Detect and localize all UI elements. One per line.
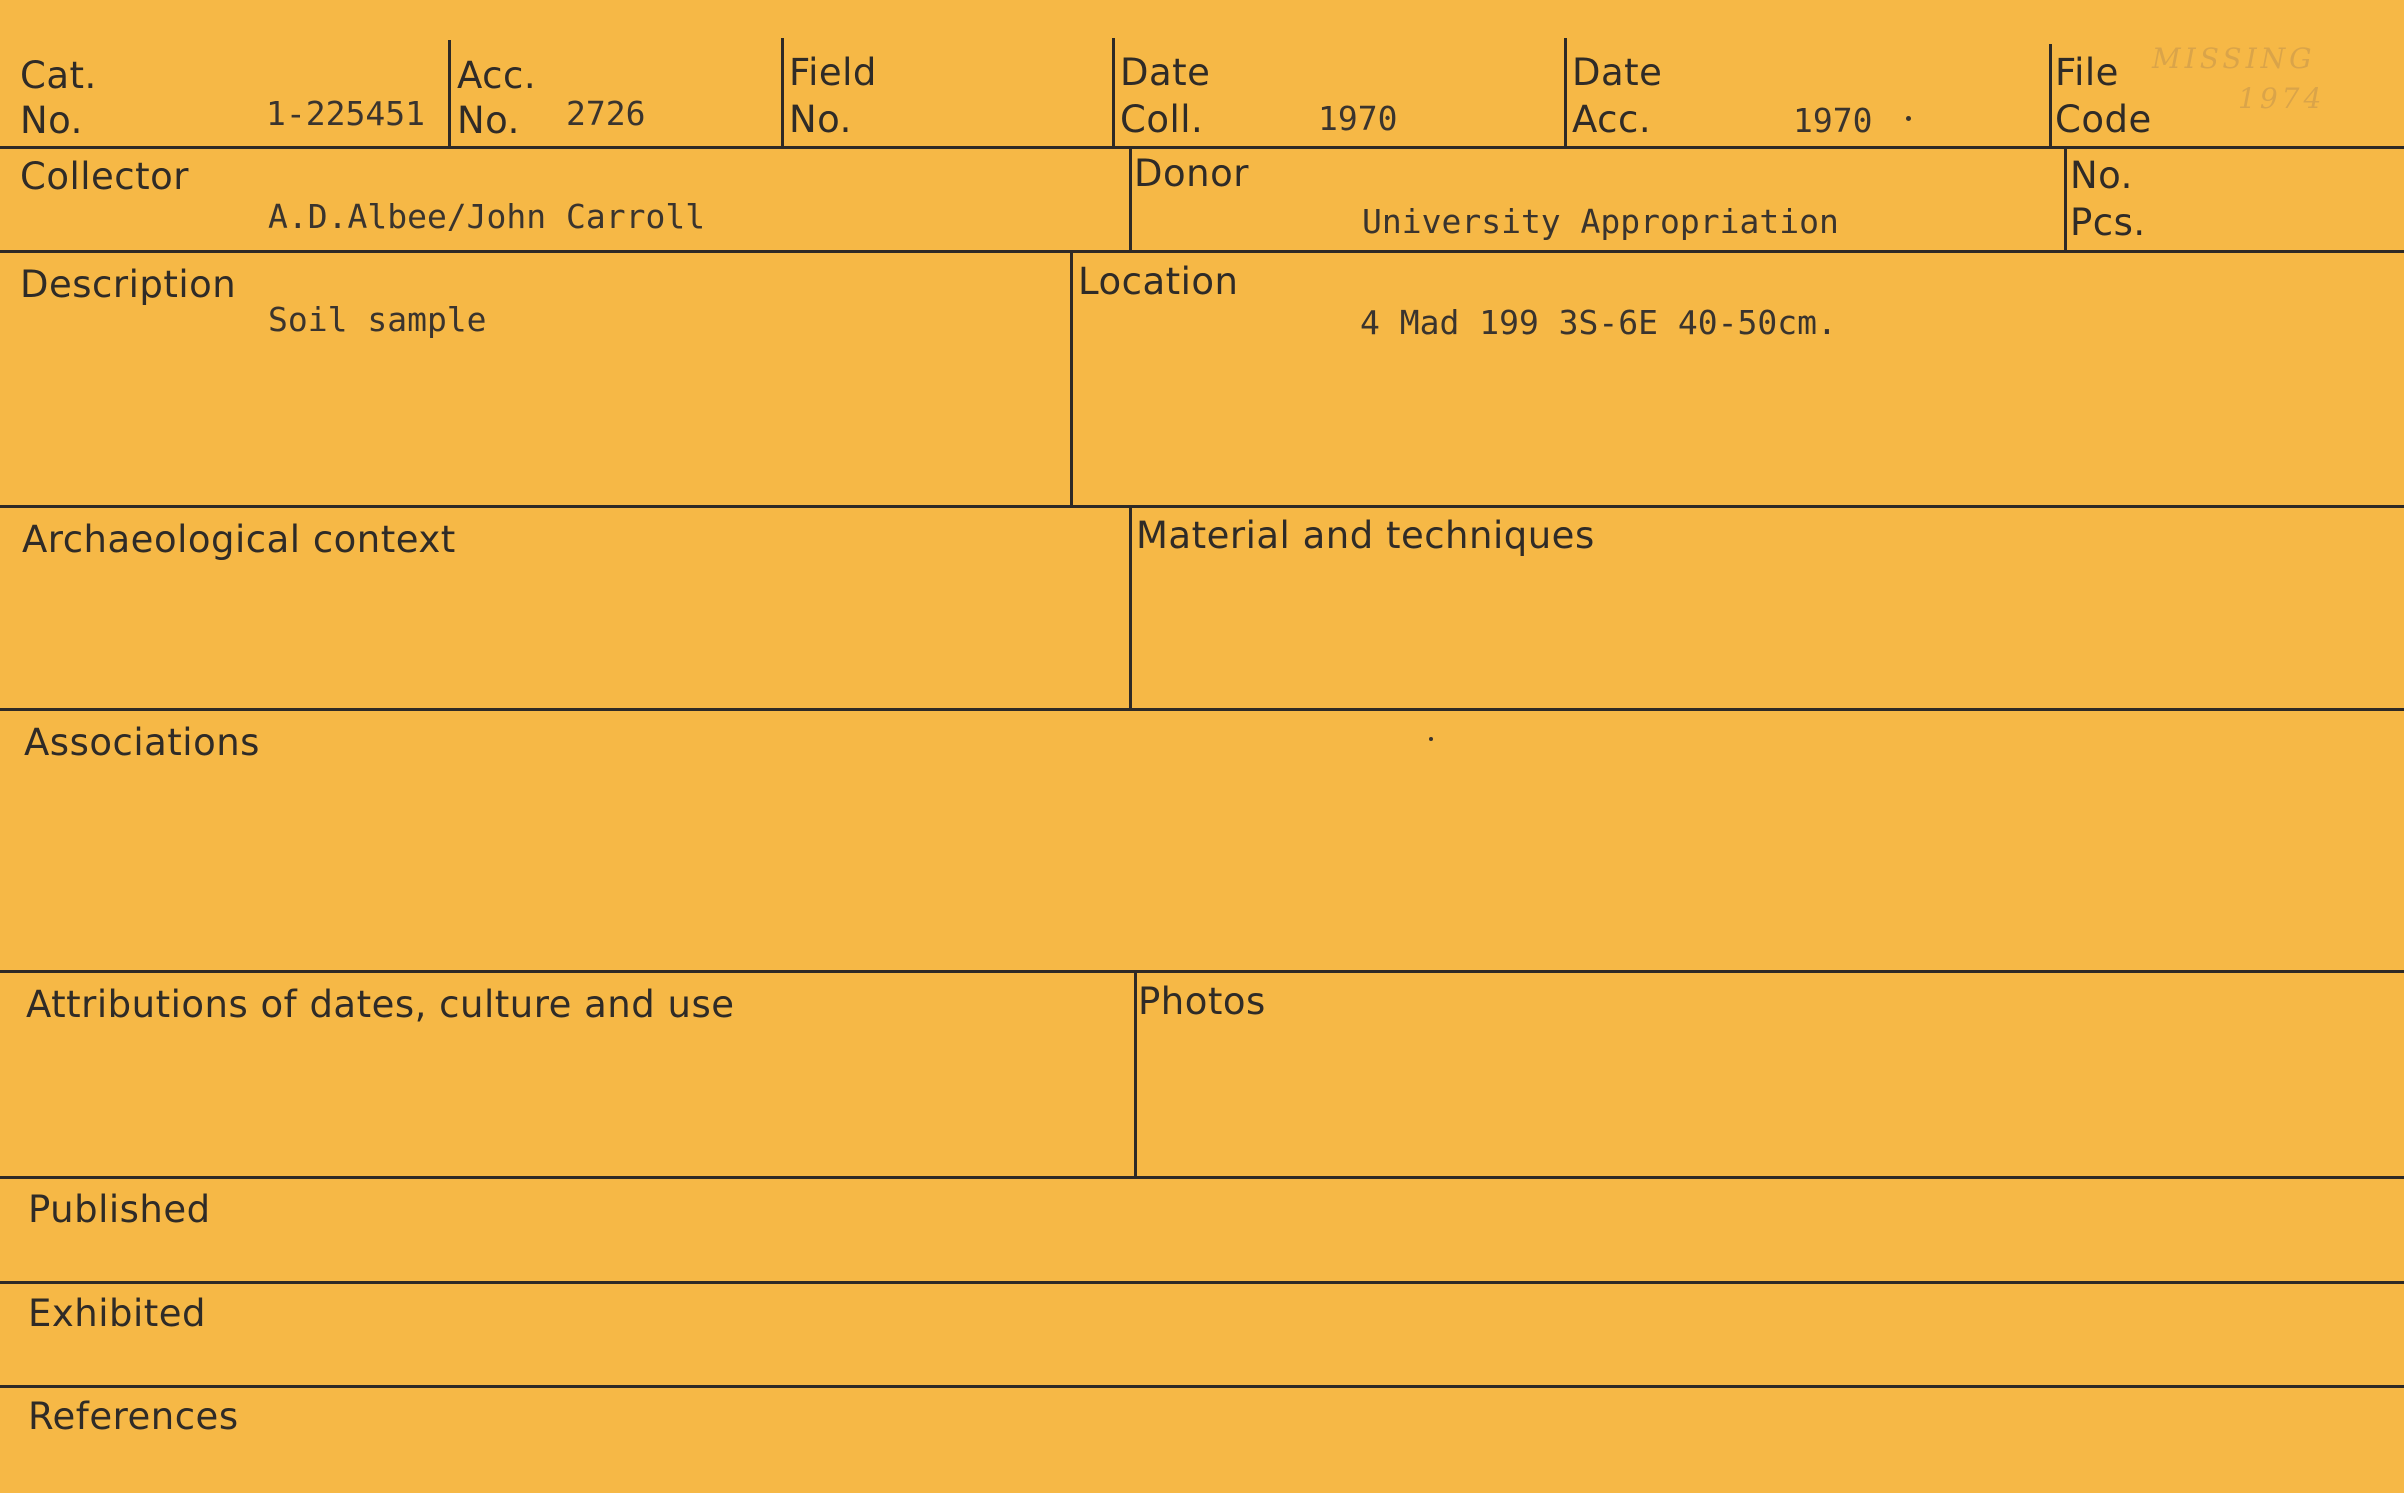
photos-label: Photos <box>1138 980 1266 1023</box>
file-code-label-line2: Code <box>2055 98 2152 141</box>
location-label: Location <box>1078 260 1239 303</box>
cat-no-value: 1-225451 <box>266 94 425 133</box>
rule-description-row <box>0 505 2404 508</box>
exhibited-label: Exhibited <box>28 1292 207 1335</box>
cat-no-label-line2: No. <box>20 99 83 142</box>
description-value: Soil sample <box>268 300 487 339</box>
divider-collector-donor <box>1129 146 1132 252</box>
acc-no-value: 2726 <box>566 94 646 133</box>
description-label: Description <box>20 263 237 306</box>
date-coll-value: 1970 <box>1318 99 1398 138</box>
file-code-annotation-line1: MISSING <box>2152 42 2316 75</box>
associations-label: Associations <box>24 721 260 764</box>
location-value: 4 Mad 199 3S-6E 40-50cm. <box>1360 303 1837 342</box>
material-techniques-label: Material and techniques <box>1136 514 1595 557</box>
field-no-label-line1: Field <box>789 51 877 94</box>
divider-cat-acc <box>448 40 451 148</box>
divider-context-material <box>1129 505 1132 710</box>
cat-no-label-line1: Cat. <box>20 54 97 97</box>
divider-attributions-photos <box>1134 970 1137 1178</box>
date-coll-label-line2: Coll. <box>1120 98 1204 141</box>
stray-mark-associations <box>1429 737 1433 741</box>
rule-published-row <box>0 1281 2404 1284</box>
divider-description-location <box>1070 250 1073 507</box>
date-acc-value: 1970 <box>1793 101 1873 140</box>
rule-associations-row <box>0 970 2404 973</box>
file-code-label-line1: File <box>2055 51 2119 94</box>
divider-datecoll-dateacc <box>1564 38 1567 148</box>
rule-exhibited-row <box>0 1385 2404 1388</box>
references-label: References <box>28 1395 239 1438</box>
donor-value: University Appropriation <box>1362 202 1839 241</box>
acc-no-label-line2: No. <box>457 99 520 142</box>
date-acc-label-line1: Date <box>1572 51 1663 94</box>
rule-top-row <box>0 146 2404 149</box>
divider-field-datecoll <box>1112 38 1115 148</box>
divider-dateacc-filecode <box>2049 44 2052 148</box>
rule-attributions-row <box>0 1176 2404 1179</box>
acc-no-label-line1: Acc. <box>457 54 537 97</box>
date-coll-label-line1: Date <box>1120 51 1211 94</box>
no-pcs-label-line1: No. <box>2070 154 2133 197</box>
attributions-label: Attributions of dates, culture and use <box>26 983 735 1026</box>
divider-acc-field <box>781 38 784 148</box>
collector-label: Collector <box>20 155 189 198</box>
donor-label: Donor <box>1134 152 1249 195</box>
published-label: Published <box>28 1188 211 1231</box>
collector-value: A.D.Albee/John Carroll <box>268 197 706 236</box>
rule-collector-row <box>0 250 2404 253</box>
date-acc-label-line2: Acc. <box>1572 98 1652 141</box>
rule-context-row <box>0 708 2404 711</box>
stray-mark <box>1906 116 1911 121</box>
file-code-annotation-line2: 1974 <box>2238 82 2326 115</box>
no-pcs-label-line2: Pcs. <box>2070 201 2146 244</box>
divider-donor-nopcs <box>2064 146 2067 252</box>
field-no-label-line2: No. <box>789 98 852 141</box>
archaeological-context-label: Archaeological context <box>22 518 456 561</box>
